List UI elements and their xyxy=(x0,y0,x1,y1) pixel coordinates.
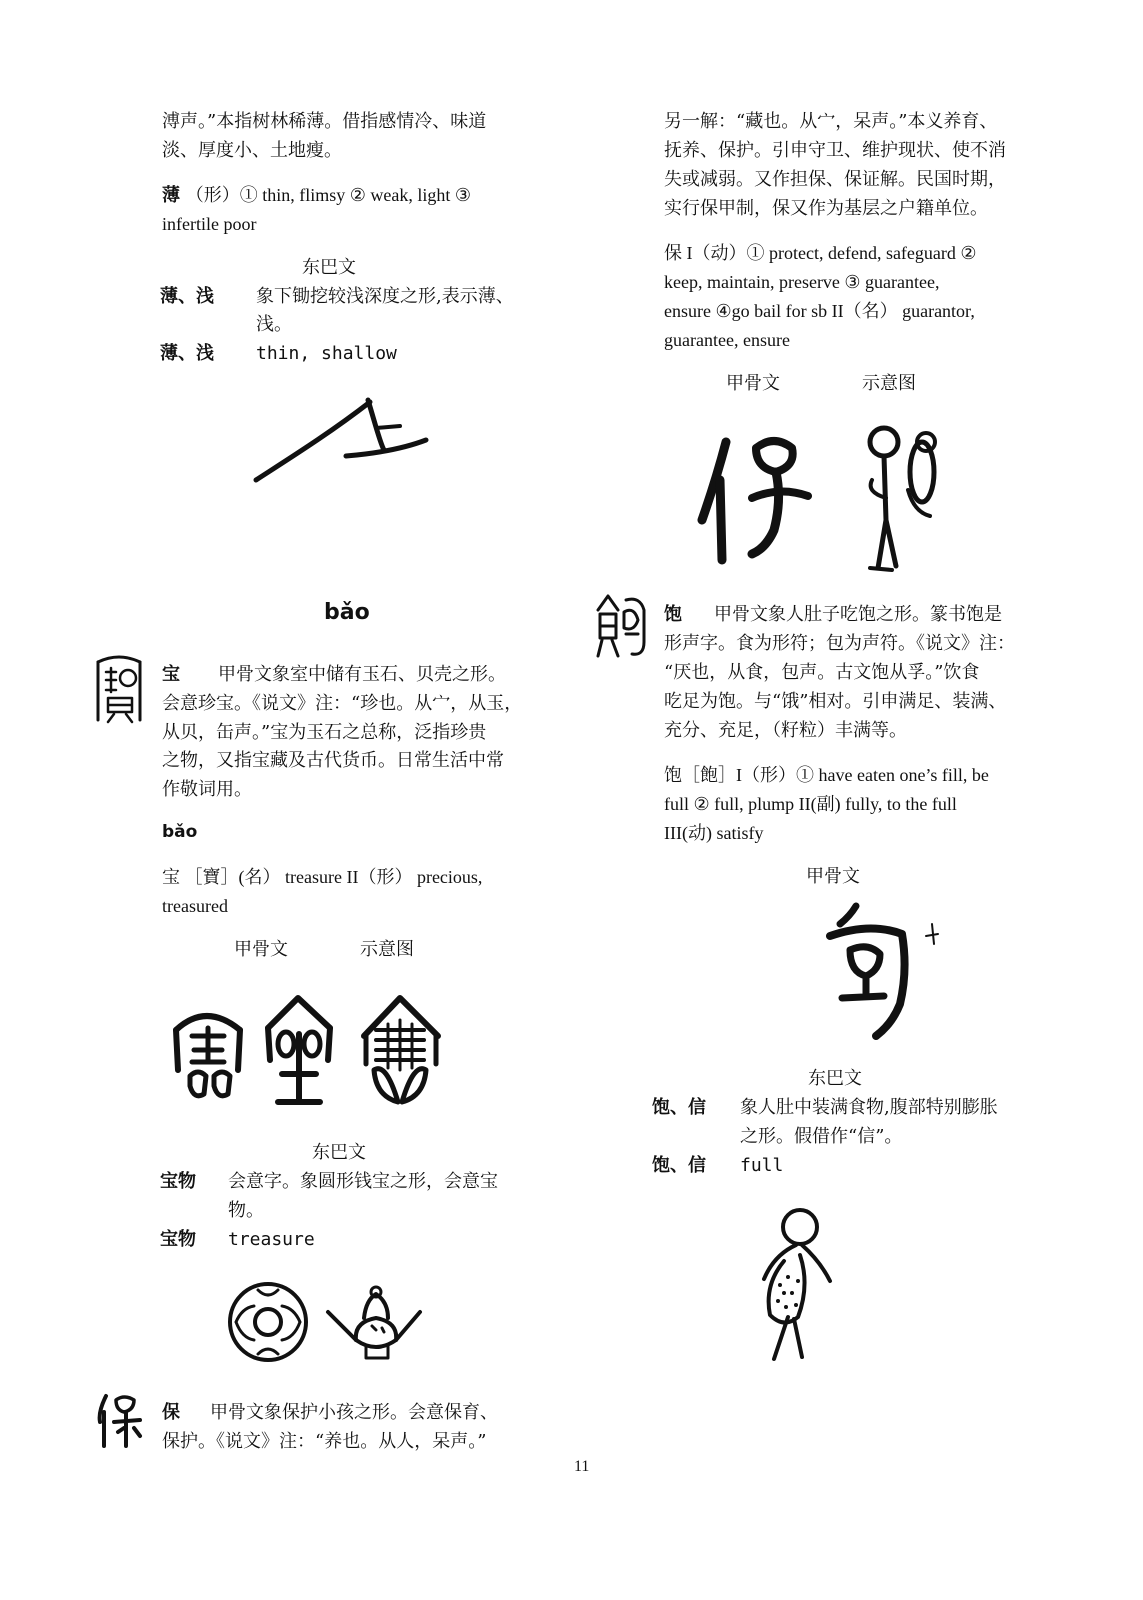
bao3-text-line-5: 充分、充足，（籽粒）丰满等。 xyxy=(664,720,907,741)
bo-dongba-text-1: 象下锄挖较浅深度之形,表示薄、 xyxy=(256,286,514,307)
bo-def-word: 薄 xyxy=(162,185,180,206)
bao-dongba-word-3: 宝物 xyxy=(160,1229,196,1250)
bao3-text-line-2: 形声字。食为形符；包为声符。《说文》注： xyxy=(664,633,1015,654)
bao3-def-line-2: full ② full, plump II(副) fully, to the full xyxy=(664,794,957,814)
bo-dongba-word-3: 薄、浅 xyxy=(160,343,214,364)
bo-text-line-2: 淡、厚度小、土地瘦。 xyxy=(162,140,342,161)
baoh-text-line-1 xyxy=(162,1398,498,1428)
bao3-oracle-glyph xyxy=(820,900,940,1050)
bao3-seal-glyph xyxy=(594,592,650,662)
bo-dongba-label: 东巴文 xyxy=(302,257,356,278)
bo-dongba-word-1: 薄、浅 xyxy=(160,286,214,307)
baoh-jiagu-label: 甲骨文 xyxy=(726,373,780,394)
bao-text-line-5: 作敬词用。 xyxy=(162,779,252,800)
bao-heading: bǎo xyxy=(324,600,370,625)
baoh-seal-glyph xyxy=(94,1392,150,1448)
bao3-text-line-3: “厌也，从食，包声。古文饱从孚。”饮食 xyxy=(664,662,980,683)
baoh-char: 保 xyxy=(162,1402,180,1423)
baoh-def-line-1: 保 I（动）① protect, defend, safeguard ② xyxy=(664,243,977,263)
bao-dongba-text-2: 物。 xyxy=(228,1200,264,1221)
bao3-dongba-word-1: 饱、信 xyxy=(652,1097,706,1118)
bao3-dongba-glyph xyxy=(744,1205,844,1365)
baoh-oracle-glyphs xyxy=(696,420,956,575)
bao-shiyi-label: 示意图 xyxy=(360,939,414,960)
baoh-cont-line-1: 另一解：“藏也。从宀，呆声。”本义养育、 xyxy=(664,111,998,132)
bao-char: 宝 xyxy=(162,664,180,685)
bao3-dongba-text-2: 之形。假借作“信”。 xyxy=(740,1126,903,1147)
bao-dongba-glyphs xyxy=(226,1282,426,1362)
baoh-cont-line-2: 抚养、保护。引申守卫、维护现状、使不消 xyxy=(664,140,1006,161)
bo-dongba-glyph xyxy=(250,388,440,488)
bao3-text-1: 甲骨文象人肚子吃饱之形。篆书饱是 xyxy=(714,604,1002,625)
bo-dongba-text-3: thin, shallow xyxy=(256,343,397,364)
bao-text-line-2: 会意珍宝。《说文》注：“珍也。从宀，从玉， xyxy=(162,693,523,714)
bo-definition xyxy=(162,180,471,211)
bao3-text-line-1 xyxy=(664,600,1002,630)
bao3-dongba-label: 东巴文 xyxy=(808,1068,862,1089)
bao-def-line-2: treasured xyxy=(162,896,228,916)
baoh-cont-line-3: 失或减弱。又作担保、保证解。民国时期， xyxy=(664,169,1006,190)
bao3-def-line-3: III(动) satisfy xyxy=(664,823,764,843)
baoh-text-line-2: 保护。《说文》注：“养也。从人，呆声。” xyxy=(162,1431,487,1452)
bao-jiagu-label: 甲骨文 xyxy=(234,939,288,960)
bao-dongba-text-1: 会意字。象圆形钱宝之形，会意宝 xyxy=(228,1171,498,1192)
bo-dongba-text-2: 浅。 xyxy=(256,314,292,335)
bao3-def-line-1: 饱［飽］I（形）① have eaten one’s fill, be xyxy=(664,765,989,785)
bao3-dongba-text-3: full xyxy=(740,1155,784,1176)
baoh-def-line-3: ensure ④go bail for sb II（名） guarantor, xyxy=(664,301,975,321)
page-number: 11 xyxy=(574,1458,590,1475)
bao3-jiagu-label: 甲骨文 xyxy=(806,866,860,887)
bao-oracle-glyphs xyxy=(170,990,450,1110)
bao3-text-line-4: 吃足为饱。与“饿”相对。引申满足、装满、 xyxy=(664,691,1007,712)
bao-dongba-label: 东巴文 xyxy=(312,1142,366,1163)
bao3-dongba-word-3: 饱、信 xyxy=(652,1155,706,1176)
bao-text-line-4: 之物，又指宝藏及古代货币。日常生活中常 xyxy=(162,750,504,771)
bao3-dongba-text-1: 象人肚中装满食物,腹部特别膨胀 xyxy=(740,1097,998,1118)
baoh-shiyi-label: 示意图 xyxy=(862,373,916,394)
bao-dongba-word-1: 宝物 xyxy=(160,1171,196,1192)
baoh-def-line-2: keep, maintain, preserve ③ guarantee, xyxy=(664,272,940,292)
bao-dongba-text-3: treasure xyxy=(228,1229,315,1250)
bao-seal-glyph xyxy=(92,652,146,724)
baoh-def-line-4: guarantee, ensure xyxy=(664,330,790,350)
baoh-text-1: 甲骨文象保护小孩之形。会意保育、 xyxy=(210,1402,498,1423)
bao3-char: 饱 xyxy=(664,604,682,625)
bo-text-line-1: 溥声。”本指树林稀薄。借指感情冷、味道 xyxy=(162,111,487,132)
baoh-cont-line-4: 实行保甲制，保又作为基层之户籍单位。 xyxy=(664,198,988,219)
bo-def-line-2: infertile poor xyxy=(162,214,257,234)
bao-text-line-3: 从贝，缶声。”宝为玉石之总称，泛指珍贵 xyxy=(162,722,487,743)
bao-pinyin: bǎo xyxy=(162,822,198,842)
bao-text-line-1 xyxy=(162,660,506,690)
bo-def-line-1: （形）① thin, flimsy ② weak, light ③ xyxy=(185,185,471,205)
bao-def-line-1: 宝 ［寶］(名） treasure II（形） precious, xyxy=(162,867,483,887)
bao-text-1: 甲骨文象室中储有玉石、贝壳之形。 xyxy=(218,664,506,685)
